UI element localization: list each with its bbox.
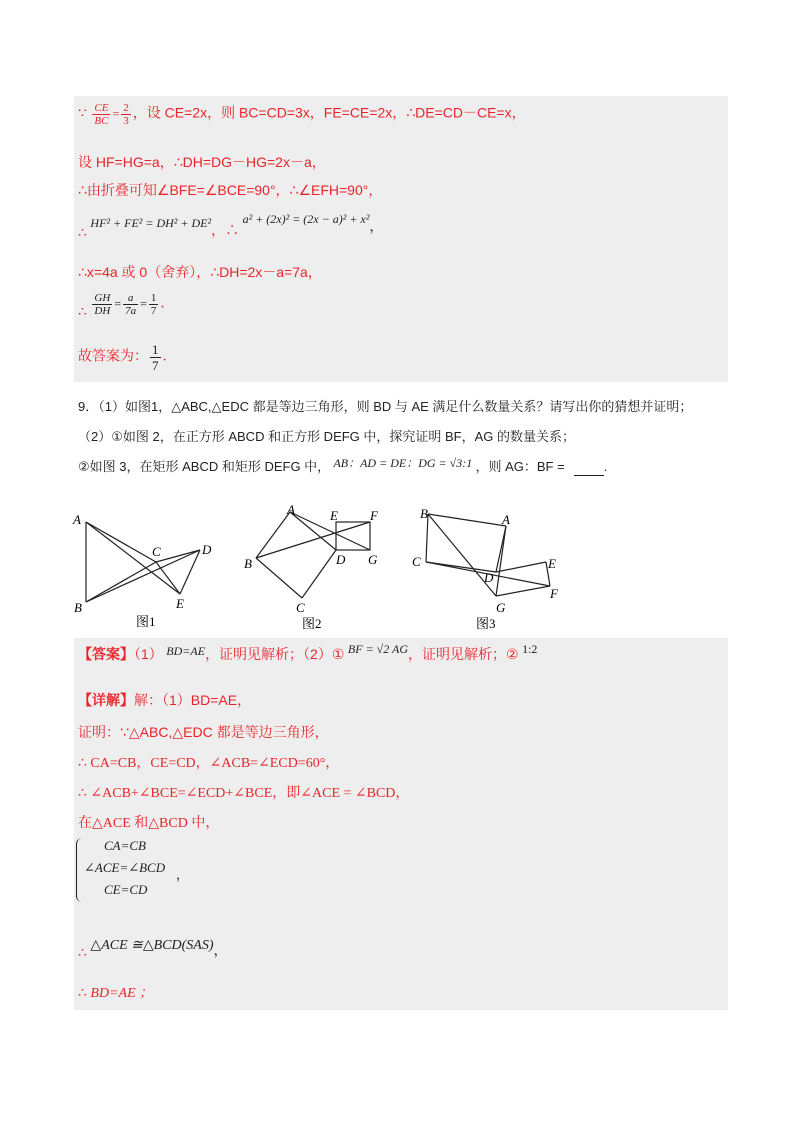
solution-line-5: ∴x=4a 或 0（舍弃），∴DH=2x－a=7a， (78, 264, 322, 280)
system-end-comma: ， (176, 867, 190, 882)
fig1-caption: 图1 (136, 614, 156, 629)
detail-line-4: ∴ ∠ACB+∠BCE=∠ECD+∠BCE，即∠ACE = ∠BCD， (78, 786, 410, 801)
ratio-formula: AB：AD = DE：DG = √3:1 (333, 456, 473, 470)
solution-block-previous (74, 96, 728, 382)
detail-line-5: 在△ACE 和△BCD 中， (78, 816, 220, 831)
fig1-label-d: D (202, 542, 212, 557)
fig1-label-c: C (152, 544, 161, 559)
solution-line-2: 设 HF=HG=a，∴DH=DG－HG=2x－a， (78, 154, 326, 170)
figure-3 (406, 500, 566, 632)
system-eq-2: ∠ACE=∠BCD (84, 860, 166, 875)
answer-formula-2: BF = √2 AG (347, 642, 409, 656)
fig2-label-a: A (287, 502, 295, 517)
question-9-part-3: ②如图 3，在矩形 ABCD 和矩形 DEFG 中， AB：AD = DE：DG = √3:1 ，则 AG：BF = . (78, 456, 608, 474)
detail-line-3: ∴ CA=CB，CE=CD，∠ACB=∠ECD=60°， (78, 756, 340, 771)
fig3-label-a: A (502, 512, 510, 527)
fig3-label-d: D (484, 570, 494, 585)
fig3-label-e: E (548, 556, 556, 571)
fig3-label-b: B (420, 506, 428, 521)
fig2-label-d: D (336, 552, 346, 567)
equation-pythagoras-2: a² + (2x)² = (2x − a)² + x² (242, 212, 370, 226)
detail-line-2: 证明：∵△ABC,△EDC 都是等边三角形， (78, 724, 329, 740)
answer-formula-3: 1:2 (522, 642, 538, 656)
solution-line-3: ∴由折叠可知∠BFE=∠BCE=90°，∴∠EFH=90°， (78, 182, 383, 198)
fraction-final-one-seventh: $\frac{1}{7}$ (152, 342, 159, 373)
answer-line: 【答案】（1） BD=AE，证明见解析；（2）① BF = √2 AG，证明见解析；② 1:2 (78, 642, 538, 662)
fig1-label-b: B (74, 600, 82, 615)
fraction-one-seventh: $\frac{1}{7}$ (150, 292, 157, 317)
fraction-gh-dh: $\frac{GH}{DH}$ (94, 292, 111, 317)
fig2-label-c: C (296, 600, 305, 615)
because-symbol: ∵ (78, 106, 87, 122)
fraction-ce-bc: $\frac{CE}{BC}$ (94, 102, 109, 127)
answer-formula-1: BD=AE (166, 644, 206, 658)
system-eq-3: CE=CD (104, 882, 148, 897)
answer-label: 【答案】 (78, 646, 134, 662)
detail-label: 【详解】 (78, 692, 134, 708)
fig3-label-f: F (550, 586, 558, 601)
congruence-statement: △ACE ≅△BCD(SAS) (90, 938, 214, 953)
answer-blank (574, 459, 604, 476)
fig3-label-c: C (412, 554, 421, 569)
system-brace (76, 838, 83, 902)
fig1-label-a: A (73, 512, 81, 527)
equation-system (76, 836, 206, 906)
equation-pythagoras-1: HF² + FE² = DH² + DE² (90, 216, 212, 230)
figure-1 (70, 506, 230, 630)
detail-line-7: ∴ BD=AE ； (78, 986, 154, 1001)
fig2-caption: 图2 (302, 616, 322, 631)
fig3-caption: 图3 (476, 616, 496, 631)
fraction-two-thirds: $\frac{2}{3}$ (123, 102, 129, 127)
detail-line-1: 【详解】解：（1）BD=AE， (78, 692, 252, 708)
fig2-label-e: E (330, 508, 338, 523)
fig1-label-e: E (176, 596, 184, 611)
question-9-part-2: （2）①如图 2，在正方形 ABCD 和正方形 DEFG 中，探究证明 BF，AG 的数量关系； (78, 429, 576, 444)
detail-line-6: ∴ △ACE ≅△BCD(SAS)， (78, 938, 228, 961)
solution-line-1-text: ，设 CE=2x，则 BC=CD=3x，FE=CE=2x，∴DE=CD－CE=x， (132, 104, 526, 121)
fig3-label-g: G (496, 600, 506, 615)
figure-2 (236, 500, 386, 632)
fig2-label-g: G (368, 552, 378, 567)
fraction-a-7a: $\frac{a}{7a}$ (125, 292, 137, 317)
fig2-label-f: F (370, 508, 378, 523)
final-answer-line: 故答案为： $\frac{1}{7}$ ． (78, 342, 177, 373)
solution-line-4: ∴ HF² + FE² = DH² + DE²，∴ a² + (2x)² = (2x − a)² + x²， (78, 212, 384, 241)
solution-line-1: ∵ $\frac{CE}{BC}$ = $\frac{2}{3}$ ，设 CE=2x，则 BC=CD=3x，FE=CE=2x，∴DE=CD－CE=x， (78, 102, 526, 127)
solution-line-6: ∴ $\frac{GH}{DH}$ = $\frac{a}{7a}$ = $\frac{1}{7}$ ． (78, 292, 175, 320)
question-9-part-1: 9．（1）如图1，△ABC,△EDC 都是等边三角形，则 BD 与 AE 满足什么数量关系？请写出你的猜想并证明； (78, 399, 693, 414)
fig2-label-b: B (244, 556, 252, 571)
system-eq-1: CA=CB (104, 838, 146, 853)
